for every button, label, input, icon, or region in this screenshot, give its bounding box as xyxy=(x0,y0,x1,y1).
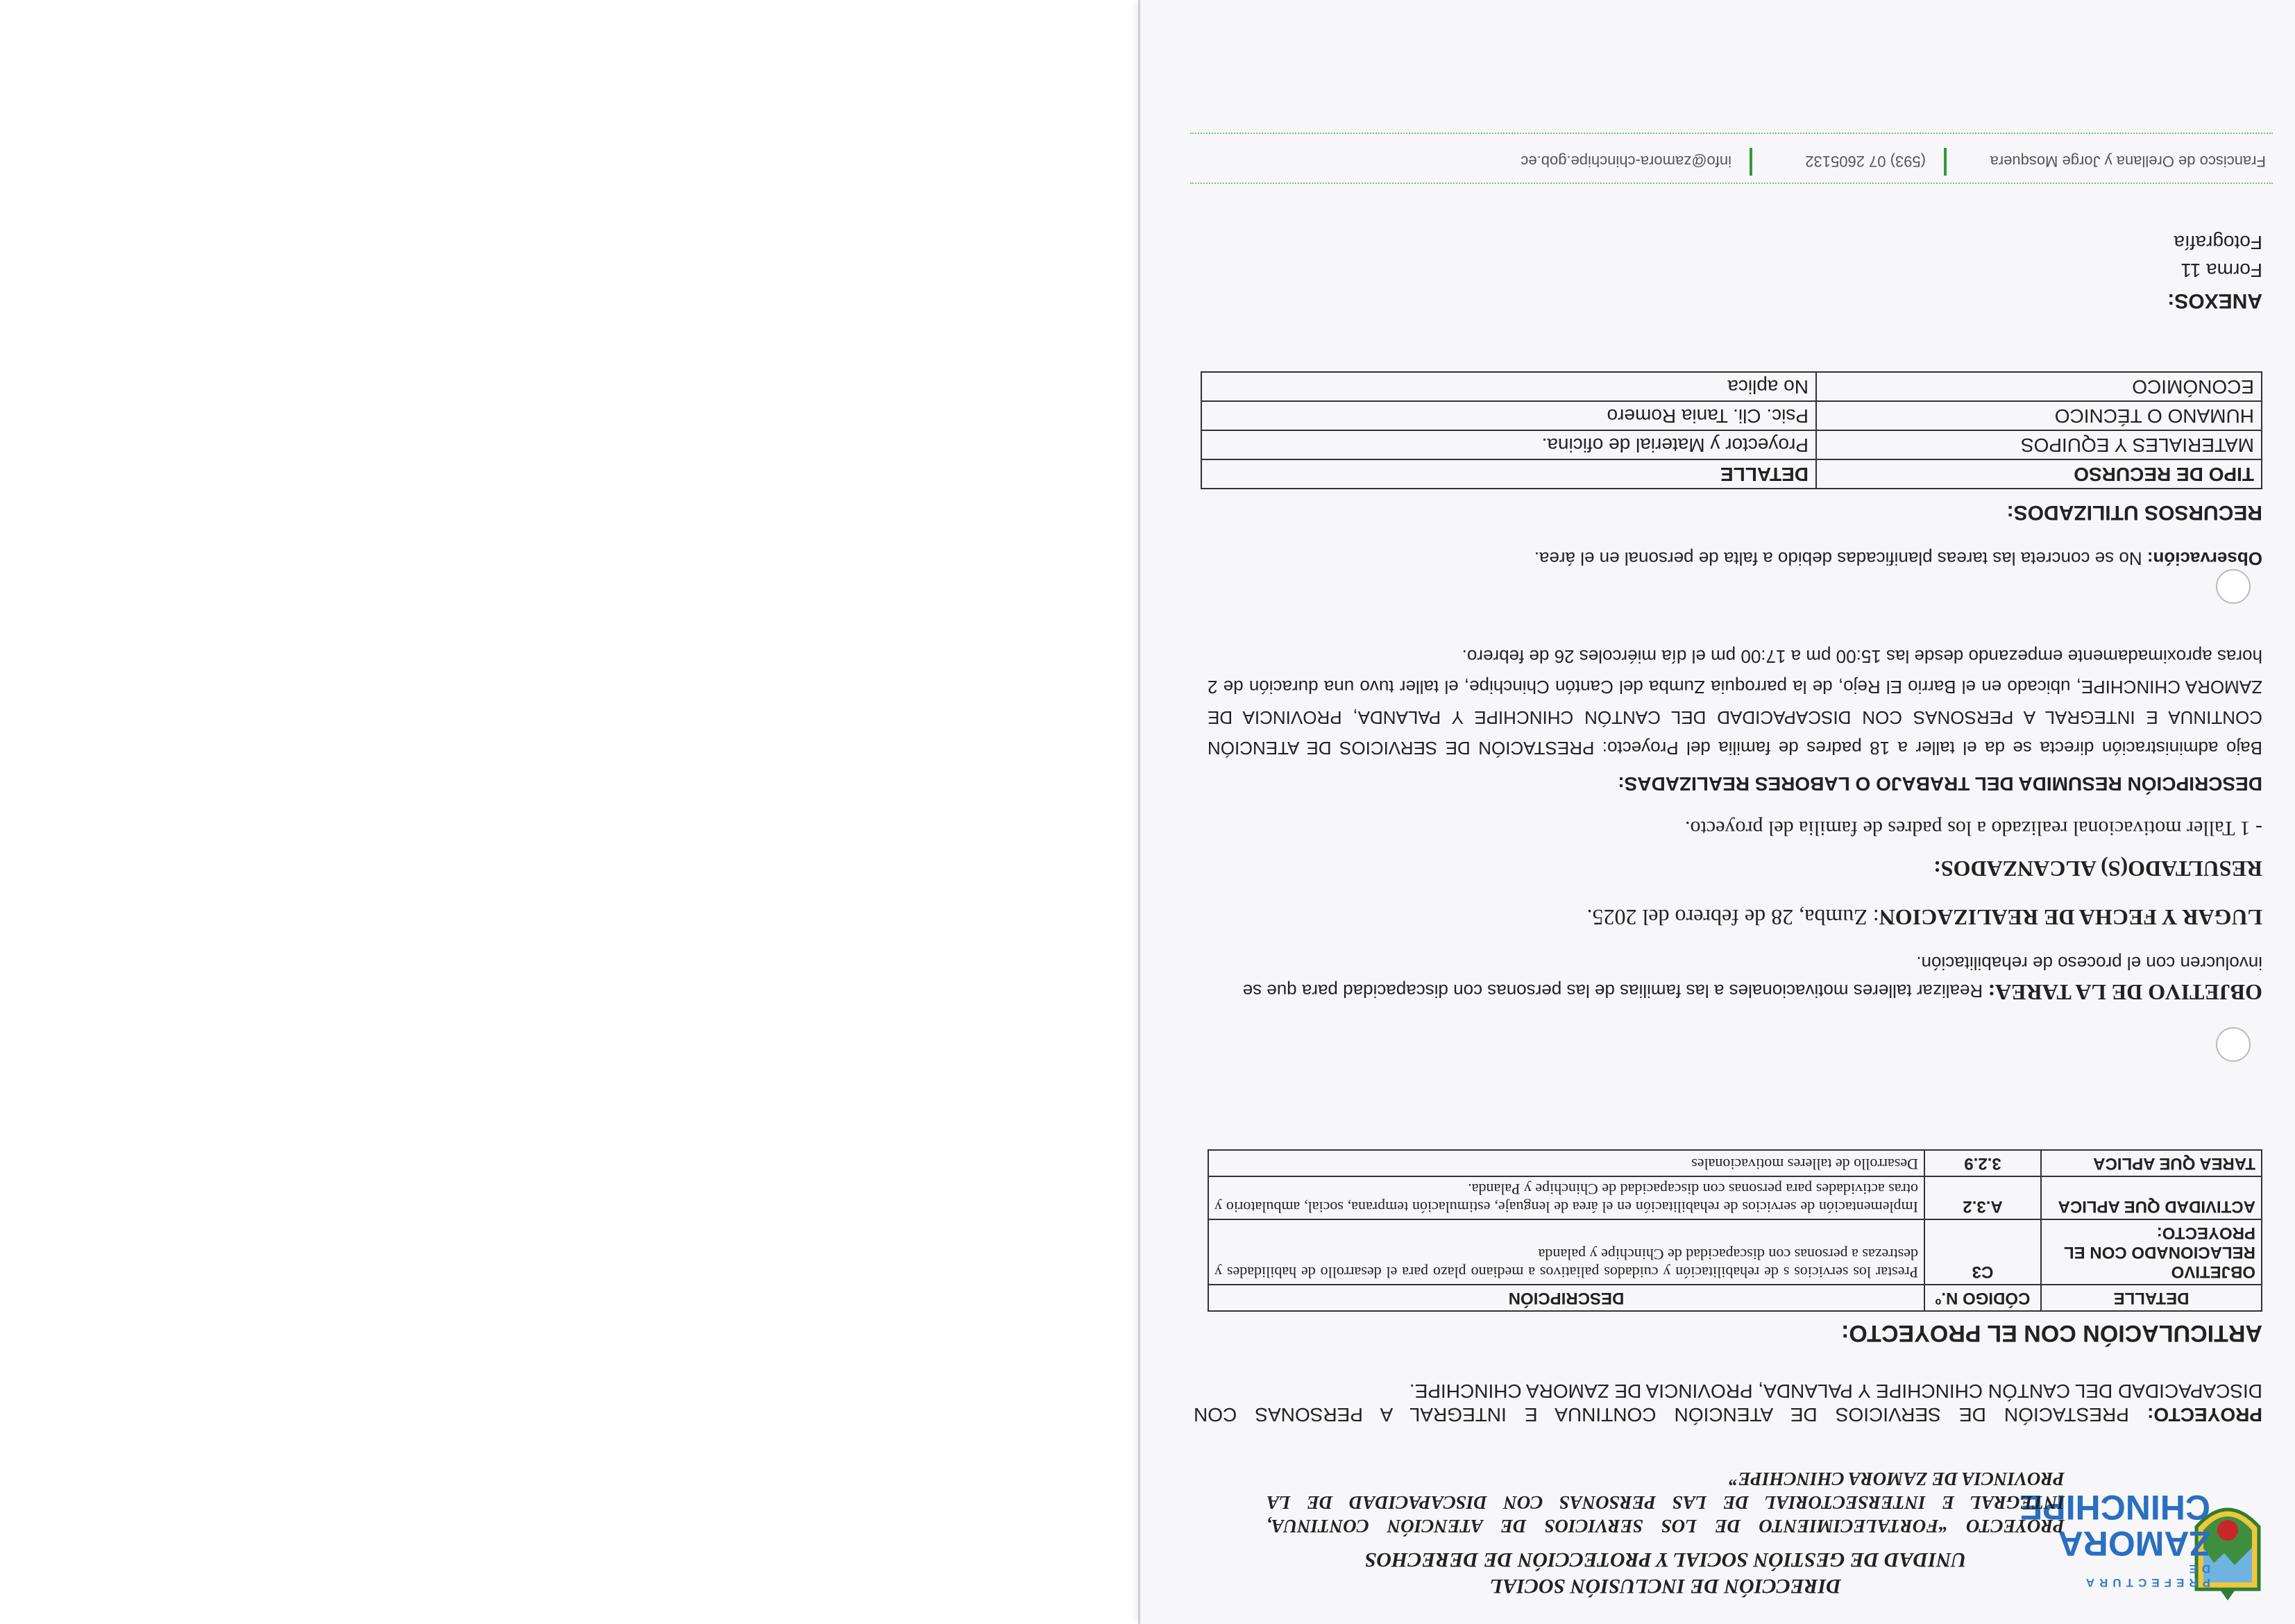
col-detalle: DETALLE xyxy=(1201,459,1816,489)
project-label: PROYECTO: xyxy=(2147,1404,2262,1426)
objective-text: Realizar talleres motivacionales a las familias de las personas con discapacidad para que se involucren con el proceso de rehabilitación. xyxy=(1242,953,2262,1001)
footer-email: info@zamora-chinchipe.gob.ec xyxy=(1521,153,1731,170)
direction-title: DIRECCIÓN DE INCLUSIÓN SOCIAL xyxy=(1490,1575,1841,1598)
table-row xyxy=(1208,1176,2262,1219)
place-date-text: : Zumba, 28 de febrero del 2025. xyxy=(1586,905,1879,930)
col-descripcion: DESCRIPCIÓN xyxy=(1208,1285,1924,1311)
cell-descripcion: Desarrollo de talleres motivacionales xyxy=(1208,1150,1924,1176)
table-row xyxy=(1201,401,2262,430)
cell-detalle: Psic. Cli. Tania Romero xyxy=(1201,401,1816,430)
unit-title: UNIDAD DE GESTIÓN SOCIAL Y PROTECCIÓN DE DERECHOS xyxy=(1364,1548,1967,1571)
description-heading: DESCRIPCIÓN RESUMIDA DEL TRABAJO O LABORES REALIZADAS: xyxy=(1618,773,2262,795)
annex-item: Fotografía xyxy=(2174,232,2262,253)
prefecture-brand xyxy=(2019,1488,2210,1589)
letterhead xyxy=(1190,1409,2273,1603)
resources-heading: RECURSOS UTILIZADOS: xyxy=(2006,501,2262,524)
footer-phone: (593) 07 2605132 xyxy=(1805,153,1926,170)
cell-detalle: Proyector y Material de oficina. xyxy=(1201,430,1816,459)
project-text: PRESTACIÓN DE SERVICIOS DE ATENCIÓN CONTINUA E INTEGRAL A PERSONAS CON DISCAPACIDAD DEL CANTÓN CHINCHIPE Y PALANDA, PROVINCIA DE ZAMORA CHINCHIPE. xyxy=(1194,1380,2262,1426)
brand-small: PREFECTURA DE xyxy=(2081,1562,2210,1589)
brand-chinchipe: CHINCHIPE xyxy=(2019,1488,2210,1527)
table-header-row xyxy=(1208,1285,2262,1311)
cell-descripcion: Prestar los servicios s de rehabilitación y cuidados paliativos a mediano plazo para el desarrollo de habilidades y destrezas a personas con discapacidad de Chinchipe y palanda xyxy=(1208,1219,1924,1285)
observation-label: Observación: xyxy=(2146,548,2262,569)
cell-detalle: TAREA QUE APLICA xyxy=(2041,1150,2262,1176)
cell-tipo: HUMANO O TÉCNICO xyxy=(1816,401,2262,430)
task-objective xyxy=(1208,949,2262,1006)
footer-separator xyxy=(1944,148,1947,176)
cell-detalle: No aplica xyxy=(1201,372,1816,401)
cell-detalle: OBJETIVO RELACIONADO CON EL PROYECTO: xyxy=(2041,1219,2262,1285)
annex-item: Forma 11 xyxy=(2180,260,2262,281)
annexes-heading: ANEXOS: xyxy=(2167,289,2262,312)
table-header-row xyxy=(1201,459,2262,489)
footer-address: Francisco de Orellana y Jorge Mosquera xyxy=(1990,153,2266,170)
cell-codigo: C3 xyxy=(1924,1219,2041,1285)
header-text xyxy=(1267,1467,2065,1598)
cell-tipo: ECONÓMICO xyxy=(1816,372,2262,401)
cell-tipo: MATERIALES Y EQUIPOS xyxy=(1816,430,2262,459)
page-footer xyxy=(1190,133,2273,184)
objective-label: OBJETIVO DE LA TAREA: xyxy=(1988,980,2262,1005)
brand-zamora: ZAMORA xyxy=(2058,1524,2210,1563)
footer-separator xyxy=(1750,148,1752,176)
resources-table xyxy=(1201,371,2262,489)
col-detalle: DETALLE xyxy=(2041,1285,2262,1311)
description-body: Bajo administración directa se da el taller a 18 padres de familia del Proyecto: PRESTACIÓN DE SERVICIOS DE ATENCIÓN CONTINUA E INTEGRAL A PERSONAS CON DISCAPACIDAD DEL CANTÓN CHINCHIPE Y PALANDA, PROVINCIA DE ZAMORA CHINCHIPE, ubicado en el Barrio El Rejo, de la parroquia Zumba del Cantón Chinchipe, el taller tuvo una duración de 2 horas aproximadamente empezando desde las 15:00 pm a 17:00 pm el día miércoles 26 de febrero. xyxy=(1208,646,2262,759)
col-tipo: TIPO DE RECURSO xyxy=(1816,459,2262,489)
cell-codigo: A.3.2 xyxy=(1924,1176,2041,1219)
project-paragraph xyxy=(1194,1379,2262,1426)
articulation-heading: ARTICULACIÓN CON EL PROYECTO: xyxy=(1841,1320,2262,1346)
table-row xyxy=(1201,430,2262,459)
cell-codigo: 3.2.9 xyxy=(1924,1150,2041,1176)
results-heading: RESULTADO(S) ALCANZADOS: xyxy=(1933,856,2262,881)
scanned-page xyxy=(1138,0,2295,1624)
place-date xyxy=(1586,904,2262,930)
observation xyxy=(1208,548,2262,569)
cell-descripcion: Implementación de servicios de rehabilitación en el área de lenguaje, estimulación temprana, social, ambulatorio y otras actividades para personas con discapacidad de Chinchipe y Palanda. xyxy=(1208,1176,1924,1219)
results-item: - 1 Taller motivacional realizado a los padres de familia del proyecto. xyxy=(1684,817,2262,840)
table-row xyxy=(1201,372,2262,401)
table-row xyxy=(1208,1150,2262,1176)
table-row xyxy=(1208,1219,2262,1285)
col-codigo: CÓDIGO N.º xyxy=(1924,1285,2041,1311)
project-italic-title: PROYECTO “FORTALECIMIENTO DE LOS SERVICIOS DE ATENCIÓN CONTINUA, INTEGRAL E INTERSECTORIAL DE LAS PERSONAS CON DISCAPACIDAD DE LA PROVINCIA DE ZAMORA CHINCHIPE” xyxy=(1267,1469,2065,1537)
cell-detalle: ACTIVIDAD QUE APLICA xyxy=(2041,1176,2262,1219)
articulation-table xyxy=(1208,1149,2262,1312)
observation-text: No se concreta las tareas planificadas debido a falta de personal en el área. xyxy=(1534,548,2147,569)
place-date-label: LUGAR Y FECHA DE REALIZACION xyxy=(1879,905,2262,930)
